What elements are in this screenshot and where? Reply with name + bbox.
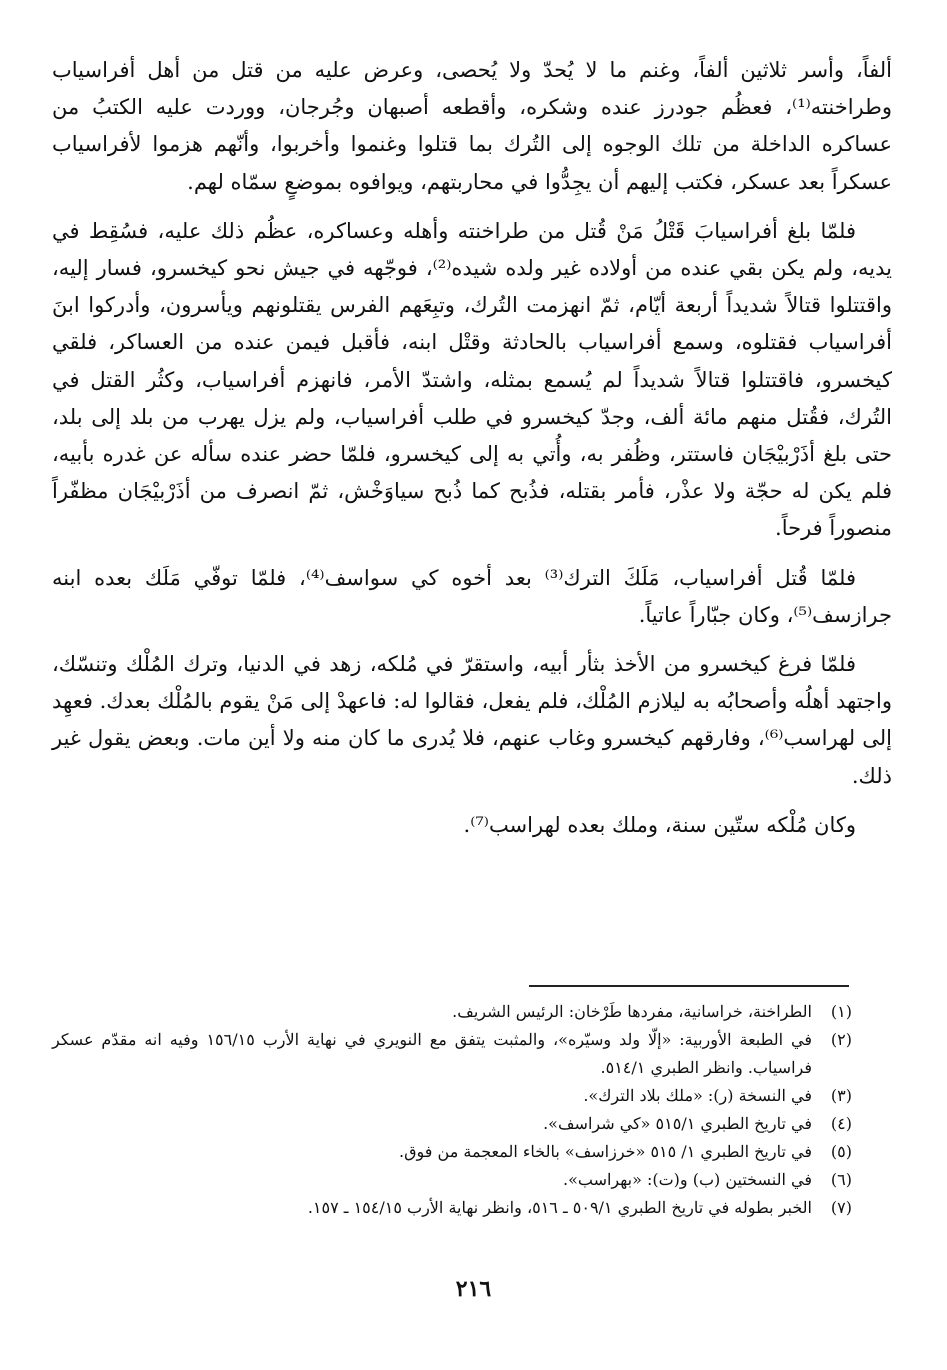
footnote-text: في تاريخ الطبري ١/ ٥١٥ «خرزاسف» بالخاء المعجمة من فوق.: [399, 1142, 812, 1161]
footnote-number: (٧): [830, 1198, 852, 1217]
footnote-text: في النسخة (ر): «ملك بلاد الترك».: [583, 1086, 812, 1105]
page-number: ٢١٦: [455, 1276, 492, 1302]
paragraph-1: ألفاً، وأسر ثلاثين ألفاً، وغنم ما لا يُحدّ ولا يُحصى، وعرض عليه من قتل من أهل أفراسياب وطراخنته⁽¹⁾، فعظُم جودرز عنده وشكره، وأقطعه أصبهان وجُرجان، ووردت عليه الكتبُ من عساكره الداخلة من تلك الوجوه إلى التُرك بما قتلوا وغنموا وأخربوا، وأنّهم هزموا لأفراسياب عسكراً بعد عسكر، فكتب إليهم أن يجِدُّوا في محاربتهم، ويوافوه بموضعٍ سمّاه لهم.: [52, 58, 892, 194]
footnote-text: في تاريخ الطبري ٥١٥/١ «كي شراسف».: [543, 1114, 812, 1133]
footnote-text: الخبر بطوله في تاريخ الطبري ٥٠٩/١ ـ ٥١٦، وانظر نهاية الأرب ١٥٤/١٥ ـ ١٥٧.: [307, 1198, 812, 1217]
footnote-3: [52, 1082, 852, 1110]
footnotes: [52, 998, 852, 1222]
footnote-4: [52, 1110, 852, 1138]
paragraph-4: فلمّا فرغ كيخسرو من الأخذ بثأر أبيه، واستقرّ في مُلكه، زهد في الدنيا، وترك المُلْك وتنسّك، واجتهد أهلُه وأصحابُه به ليلازم المُلْك، فلم يفعل، فقالوا له: فاعهدْ إلى مَنْ يقوم بالمُلْك بعدك. فعهِد إلى لهراسب⁽⁶⁾، وفارقهم كيخسرو وغاب عنهم، فلا يُدرى ما كان منه ولا أين مات. وبعض يقول غير ذلك.: [52, 652, 892, 788]
footnote-divider: [529, 985, 849, 987]
footnote-text: في الطبعة الأوربية: «إلّا ولد وسيّره»، والمثبت يتفق مع النويري في نهاية الأرب ١٥٦/١٥ وفيه انه مقدّم عسكر فراسياب. وانظر الطبري ٥١٤/١.: [52, 1030, 812, 1077]
footnote-5: [52, 1138, 852, 1166]
footnote-number: (١): [830, 1002, 852, 1021]
footnote-number: (٤): [830, 1114, 852, 1133]
footnote-7: [52, 1194, 852, 1222]
paragraph-2: فلمّا بلغ أفراسيابَ قَتْلُ مَنْ قُتل من طراخنته وأهله وعساكره، عظُم ذلك عليه، فسُقِط في يديه، ولم يكن بقي عنده من أولاده غير ولده شيده⁽²⁾، فوجّهه في جيش نحو كيخسرو، فسار إليه، واقتتلوا قتالاً شديداً أربعة أيّام، ثمّ انهزمت التُرك، وتبِعَهم الفرس يقتلونهم ويأسرون، وأدركوا ابنَ أفراسياب فقتلوه، وسمع أفراسياب بالحادثة وقتْل ابنه، فأقبل فيمن عنده من العساكر، فلقي كيخسرو، فاقتتلوا قتالاً شديداً لم يُسمع بمثله، واشتدّ الأمر، فانهزم أفراسياب، وكثُر القتل في التُرك، فقُتل منهم مائة ألف، وجدّ كيخسرو في طلب أفراسياب، ولم يزل يهرب من بلد إلى بلد، حتى بلغ أذَرْبيْجَان فاستتر، وظُفر به، وأُتي به إلى كيخسرو، فلمّا حضر عنده سأله عن غدره بأبيه، فلم يكن له حجّة ولا عذْر، فأمر بقتله، فذُبح كما ذُبح سياوَخْش، ثمّ انصرف من أذَرْبيْجَان مظفّراً منصوراً فرحاً.: [52, 218, 892, 541]
footnote-number: (٥): [830, 1142, 852, 1161]
paragraph-5: وكان مُلْكه ستّين سنة، وملك بعده لهراسب⁽⁷⁾.: [463, 812, 856, 837]
footnote-6: [52, 1166, 852, 1194]
footnote-number: (٦): [830, 1170, 852, 1189]
footnote-2: [52, 1026, 852, 1082]
footnote-1: [52, 998, 852, 1026]
footnote-number: (٣): [830, 1086, 852, 1105]
paragraph-3: فلمّا قُتل أفراسياب، مَلَكَ الترك⁽³⁾ بعد أخوه كي سواسف⁽⁴⁾، فلمّا توفّي مَلَك بعده ابنه جرازسف⁽⁵⁾، وكان جبّاراً عاتياً.: [52, 565, 892, 627]
main-text: [52, 52, 892, 856]
footnote-text: في النسختين (ب) و(ت): «بهراسب».: [562, 1170, 812, 1189]
footnote-number: (٢): [830, 1030, 852, 1049]
footnote-text: الطراخنة، خراسانية، مفردها طَرْخان: الرئيس الشريف.: [452, 1002, 812, 1021]
